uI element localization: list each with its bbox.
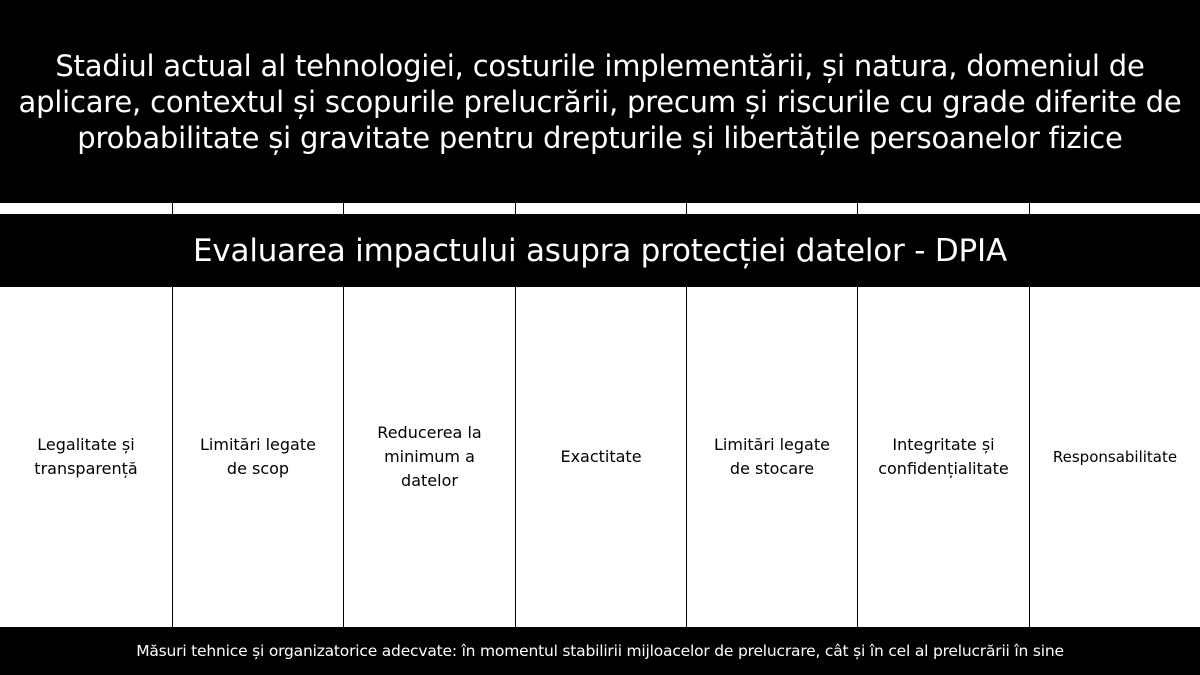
- dpia-banner: [0, 214, 1200, 287]
- measures-banner: [0, 627, 1200, 675]
- pillar-divider: [515, 203, 516, 214]
- principle-integrity-confidentiality: [858, 287, 1030, 627]
- context-banner: [0, 0, 1200, 203]
- principle-storage-limitation: [687, 287, 858, 627]
- principles-row: [0, 287, 1200, 627]
- principle-label: Legalitate și transparență: [34, 435, 138, 478]
- pillar-stubs: [0, 203, 1200, 214]
- pillar-divider: [172, 203, 173, 214]
- principle-label: Reducerea la minimum a datelor: [377, 423, 482, 490]
- principle-label: Responsabilitate: [1052, 448, 1178, 466]
- dpia-banner-text: Evaluarea impactului asupra protecției datelor - DPIA: [192, 232, 1008, 269]
- principle-purpose-limitation: [173, 287, 344, 627]
- context-banner-text: Stadiul actual al tehnologiei, costurile implementării, și natura, domeniul de aplicare, contextul și scopurile prelucrării, precum și riscurile cu grade diferite de probabilitate și gravitate pentru drepturile și libertățile persoanelor fizice: [18, 48, 1182, 155]
- principle-accountability: [1030, 287, 1200, 627]
- principle-data-minimisation: [344, 287, 516, 627]
- principle-label: Exactitate: [560, 447, 642, 466]
- principle-lawfulness: [0, 287, 173, 627]
- pillar-divider: [686, 203, 687, 214]
- principle-label: Integritate și confidențialitate: [878, 435, 1009, 478]
- pillar-divider: [1029, 203, 1030, 214]
- measures-banner-text: Măsuri tehnice și organizatorice adecvate: în momentul stabilirii mijloacelor de prelucrare, cât și în cel al prelucrării în sine: [136, 642, 1064, 660]
- principle-label: Limitări legate de scop: [200, 435, 316, 478]
- principle-label: Limitări legate de stocare: [714, 435, 830, 478]
- pillar-divider: [857, 203, 858, 214]
- pillar-divider: [343, 203, 344, 214]
- principle-accuracy: [516, 287, 687, 627]
